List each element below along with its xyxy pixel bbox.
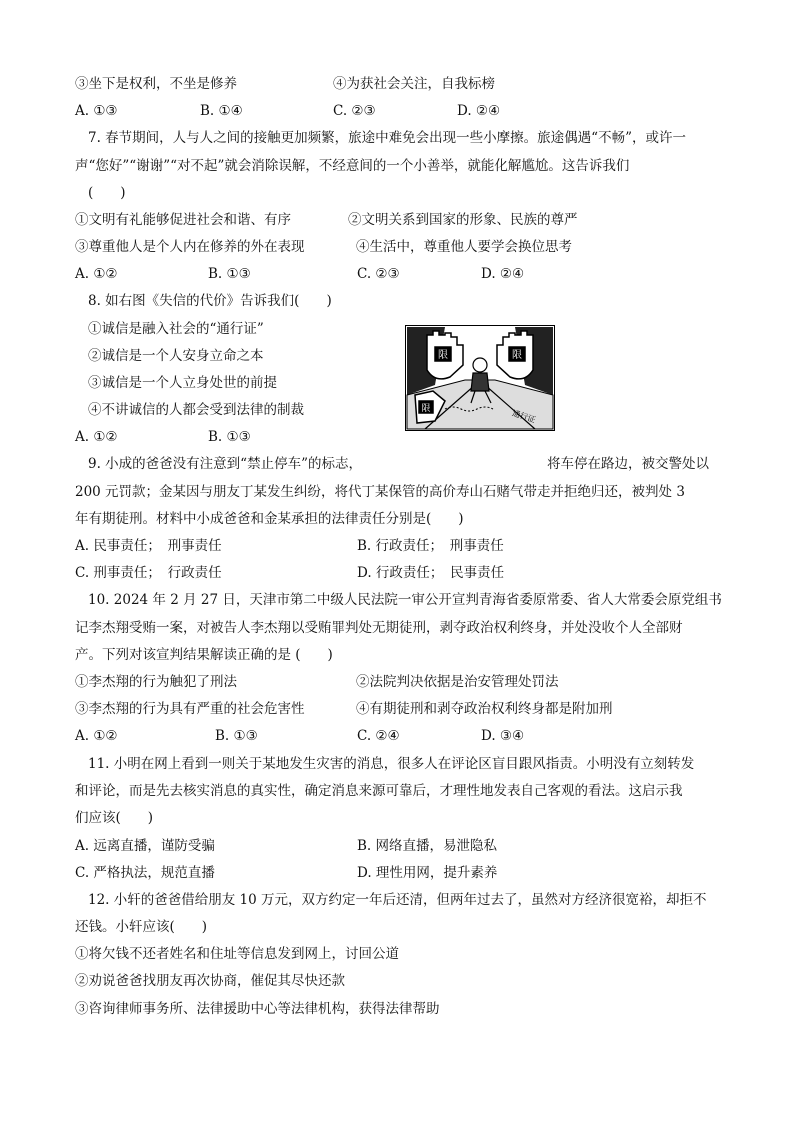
question-10-stem: 产。下列对该宣判结果解读正确的是 ( ) [75, 647, 333, 663]
answer-choice: C. ②③ [333, 103, 376, 119]
answer-choice: B. ①③ [208, 266, 251, 282]
option-text: ②文明关系到国家的形象、民族的尊严 [348, 212, 578, 228]
answer-choice: B. ①③ [208, 429, 251, 445]
road-label: 通行证 [510, 408, 537, 425]
option-text: ④生活中，尊重他人要学会换位思考 [356, 239, 572, 255]
option-text: ③坐下是权利，不坐是修养 [75, 76, 237, 92]
sign-text: 限 [421, 404, 431, 414]
question-12-stem: 12. 小轩的爸爸借给朋友 10 万元，双方约定一年后还清，但两年过去了，虽然对方经济很宽裕，却拒不 [88, 892, 707, 908]
answer-choice: B. 行政责任； 刑事责任 [357, 538, 504, 554]
option-text: ③诚信是一个人立身处世的前提 [88, 375, 277, 391]
answer-choice: D. ②④ [481, 266, 525, 282]
question-11-stem: 11. 小明在网上看到一则关于某地发生灾害的消息，很多人在评论区盲目跟风指责。小明没有立刻转发 [88, 756, 695, 772]
answer-choice: A. ①③ [75, 103, 118, 119]
question-7-stem: 声“您好”“谢谢”“对不起”就会消除误解，不经意间的一个小善举，就能化解尴尬。这告诉我们 [75, 158, 630, 174]
option-text: ②法院判决依据是治安管理处罚法 [356, 674, 559, 690]
question-8-stem: 8. 如右图《失信的代价》告诉我们( ) [88, 293, 332, 309]
question-7-stem: ( ) [88, 185, 126, 201]
sign-text: 限 [512, 350, 522, 361]
answer-choice: D. ②④ [457, 103, 501, 119]
answer-choice: D. 理性用网，提升素养 [357, 865, 498, 881]
option-text: ④不讲诚信的人都会受到法律的制裁 [88, 402, 304, 418]
question-9-stem: 将车停在路边，被交警处以 [547, 456, 709, 472]
question-11-stem: 和评论，而是先去核实消息的真实性，确定消息来源可靠后，才理性地发表自己客观的看法。这启示我 [75, 783, 683, 799]
option-text: ①将欠钱不还者姓名和住址等信息发到网上，讨回公道 [75, 946, 399, 962]
question-10-stem: 记李杰翔受贿一案，对被告人李杰翔以受贿罪判处无期徒刑，剥夺政治权利终身，并处没收个人全部财 [75, 620, 683, 636]
question-9-stem: 200 元罚款；金某因与朋友丁某发生纠纷，将代丁某保管的高价寿山石赌气带走并拒绝归还，被判处 3 [75, 484, 685, 500]
answer-choice: D. 行政责任； 民事责任 [357, 565, 505, 581]
option-text: ②劝说爸爸找朋友再次协商，催促其尽快还款 [75, 973, 345, 989]
question-11-stem: 们应该( ) [75, 810, 154, 826]
answer-choice: B. ①④ [200, 103, 243, 119]
option-text: ①李杰翔的行为触犯了刑法 [75, 674, 237, 690]
option-text: ③尊重他人是个人内在修养的外在表现 [75, 239, 305, 255]
question-10-stem: 10. 2024 年 2 月 27 日，天津市第二中级人民法院一审公开宣判青海省委原常委、省人大常委会原党组书 [88, 592, 722, 608]
option-text: ③李杰翔的行为具有严重的社会危害性 [75, 701, 305, 717]
answer-choice: A. ①② [75, 728, 118, 744]
answer-choice: D. ③④ [481, 728, 525, 744]
answer-choice: C. 刑事责任； 行政责任 [75, 565, 222, 581]
question-9-stem: 年有期徒刑。材料中小成爸爸和金某承担的法律责任分别是( ) [75, 511, 464, 527]
answer-choice: C. ②④ [357, 728, 400, 744]
cartoon-illustration [405, 325, 555, 431]
answer-choice: A. 远离直播，谨防受骗 [75, 838, 215, 854]
question-9-stem: 9. 小成的爸爸没有注意到“禁止停车”的标志， [88, 456, 362, 472]
option-text: ①诚信是融入社会的“通行证” [88, 321, 264, 337]
answer-choice: B. 网络直播，易泄隐私 [357, 838, 498, 854]
option-text: ②诚信是一个人安身立命之本 [88, 348, 264, 364]
answer-choice: A. ①② [75, 429, 118, 445]
option-text: ④为获社会关注，自我标榜 [333, 76, 495, 92]
option-text: ①文明有礼能够促进社会和谐、有序 [75, 212, 291, 228]
option-text: ③咨询律师事务所、法律援助中心等法律机构，获得法律帮助 [75, 1001, 440, 1017]
sign-text: 限 [438, 350, 448, 361]
answer-choice: B. ①③ [215, 728, 258, 744]
answer-choice: C. 严格执法，规范直播 [75, 865, 215, 881]
option-text: ④有期徒刑和剥夺政治权利终身都是附加刑 [356, 701, 613, 717]
answer-choice: C. ②③ [357, 266, 400, 282]
question-12-stem: 还钱。小轩应该( ) [75, 919, 208, 935]
answer-choice: A. ①② [75, 266, 118, 282]
answer-choice: A. 民事责任； 刑事责任 [75, 538, 222, 554]
question-7-stem: 7. 春节期间，人与人之间的接触更加频繁，旅途中难免会出现一些小摩擦。旅途偶遇“不畅”，或许一 [88, 130, 686, 146]
